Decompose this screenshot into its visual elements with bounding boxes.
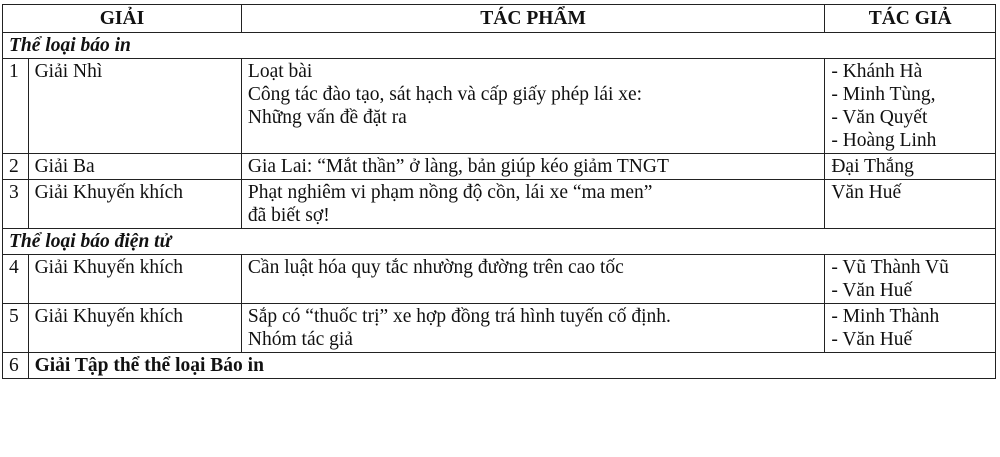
- prize-cell: Giải Khuyến khích: [28, 304, 241, 353]
- row-number: 1: [3, 59, 29, 154]
- work-line: Cần luật hóa quy tắc nhường đường trên cao tốc: [247, 257, 624, 278]
- row-number: 3: [3, 180, 29, 229]
- author-line: - Văn Huế: [831, 280, 913, 301]
- table-row: [3, 353, 996, 379]
- work-line: Sắp có “thuốc trị” xe hợp đồng trá hình tuyến cố định.: [247, 306, 671, 327]
- awards-table: [2, 4, 996, 379]
- row-number: 6: [3, 353, 29, 379]
- table-row: [3, 180, 996, 229]
- author-line: - Khánh Hà: [831, 61, 923, 82]
- prize-cell: Giải Khuyến khích: [28, 255, 241, 304]
- work-cell: [241, 180, 824, 229]
- work-line: Công tác đào tạo, sát hạch và cấp giấy phép lái xe:: [247, 84, 643, 105]
- row-number: 5: [3, 304, 29, 353]
- work-line: Phạt nghiêm vi phạm nồng độ cồn, lái xe “ma men”: [247, 182, 653, 203]
- prize-cell: Giải Ba: [28, 154, 241, 180]
- header-work: TÁC PHẨM: [241, 5, 824, 33]
- header-prize: GIẢI: [3, 5, 242, 33]
- author-line: - Minh Thành: [831, 306, 940, 327]
- author-line: - Văn Huế: [831, 329, 913, 350]
- work-line: đã biết sợ!: [247, 205, 330, 226]
- author-line: - Hoàng Linh: [831, 130, 937, 151]
- work-cell: [241, 304, 824, 353]
- prize-cell: Giải Nhì: [28, 59, 241, 154]
- author-line: Đại Thắng: [831, 156, 914, 177]
- header-row: [3, 5, 996, 33]
- table-row: [3, 59, 996, 154]
- table-row: [3, 154, 996, 180]
- author-cell: [825, 154, 996, 180]
- work-line: Loạt bài: [247, 61, 313, 82]
- row-number: 4: [3, 255, 29, 304]
- work-line: Gia Lai: “Mắt thần” ở làng, bản giúp kéo giảm TNGT: [247, 156, 669, 177]
- section-title: Thể loại báo điện tử: [3, 229, 996, 255]
- header-author: TÁC GIẢ: [825, 5, 996, 33]
- work-line: Nhóm tác giả: [247, 329, 353, 350]
- section-title: Thể loại báo in: [3, 33, 996, 59]
- work-cell: [241, 255, 824, 304]
- author-cell: [825, 180, 996, 229]
- author-line: - Vũ Thành Vũ: [831, 257, 949, 278]
- section-row: [3, 33, 996, 59]
- author-cell: [825, 255, 996, 304]
- section-row: [3, 229, 996, 255]
- author-line: - Văn Quyết: [831, 107, 928, 128]
- prize-cell: Giải Khuyến khích: [28, 180, 241, 229]
- row-number: 2: [3, 154, 29, 180]
- collective-prize-cell: Giải Tập thể thể loại Báo in: [28, 353, 995, 379]
- table-row: [3, 255, 996, 304]
- work-cell: [241, 59, 824, 154]
- author-line: - Minh Tùng,: [831, 84, 936, 105]
- work-line: Những vấn đề đặt ra: [247, 107, 407, 128]
- author-line: Văn Huế: [831, 182, 902, 203]
- author-cell: [825, 59, 996, 154]
- work-cell: [241, 154, 824, 180]
- author-cell: [825, 304, 996, 353]
- table-row: [3, 304, 996, 353]
